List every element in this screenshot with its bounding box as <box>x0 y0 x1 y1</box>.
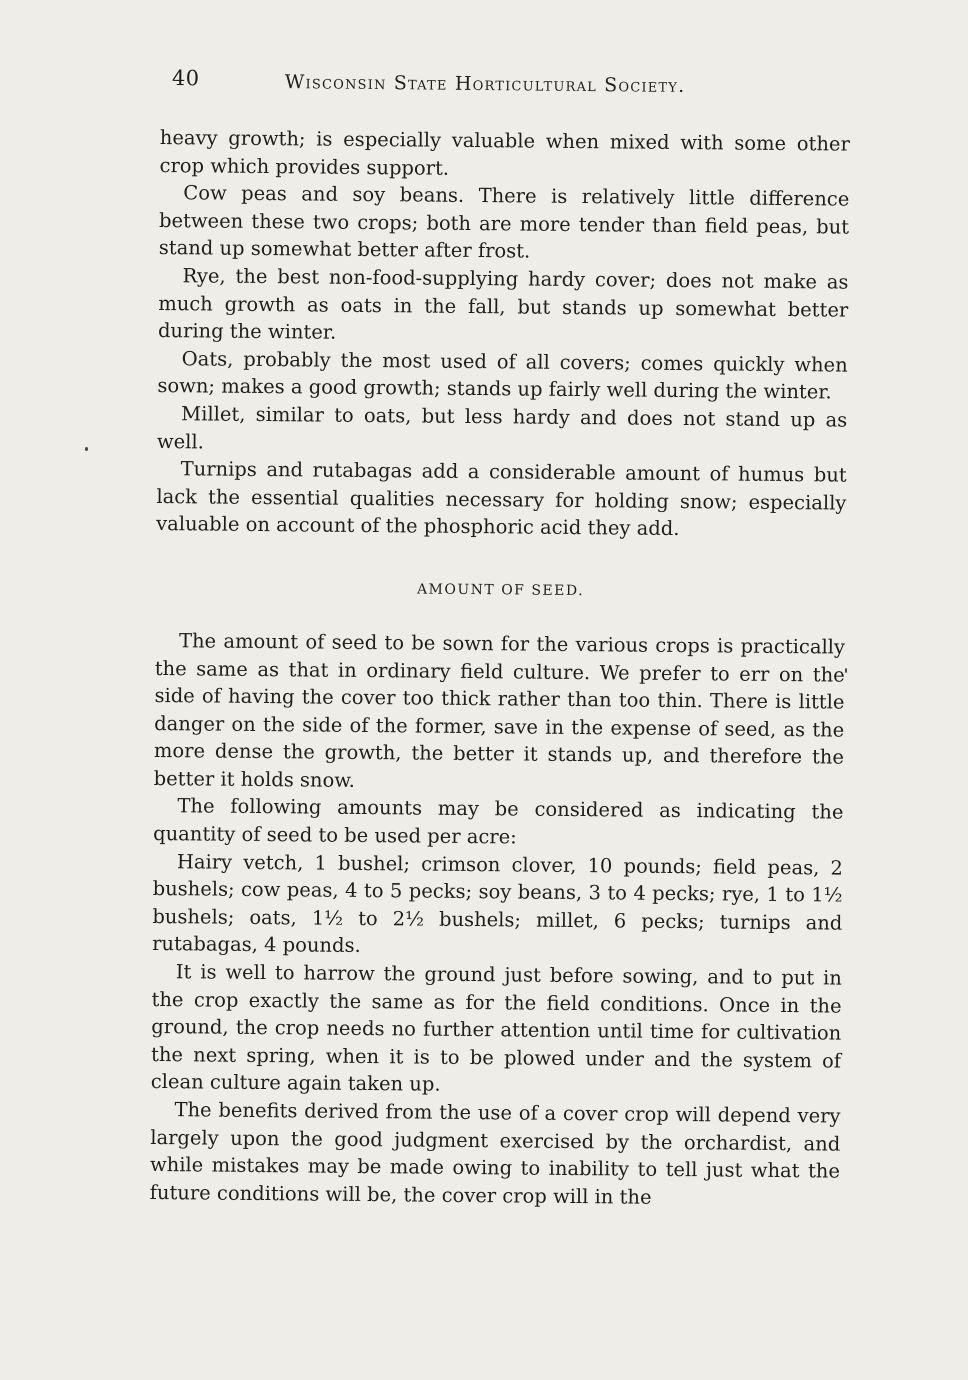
paragraph: Millet, similar to oats, but less hardy and does not stand up as well. <box>156 402 848 453</box>
running-head: Wisconsin State Horticultural Society. <box>284 71 686 97</box>
paragraph: Cow peas and soy beans. There is relatively little difference between these two crops; both are more tender than field peas, but stand up somewhat better after frost. <box>158 181 850 263</box>
paragraph: Turnips and rutabagas add a considerable amount of humus but lack the essential qualities necessary for holding snow; especially valuable on account of the phosphoric acid they add. <box>156 457 847 541</box>
body-text <box>150 124 850 1213</box>
ink-speck <box>845 668 847 673</box>
paragraph: The amount of seed to be sown for the various crops is practically the same as that in ordinary field culture. We prefer to err on the side of having the cover too thick rather than too thin. There is little danger on the side of the former, save in the expense of seed, as the more dense the growth, the better it stands up, and therefore the better it holds snow. <box>153 629 846 792</box>
paragraph: The following amounts may be considered as indicating the quantity of seed to be used per acre: <box>153 794 844 849</box>
paragraph: Oats, probably the most used of all covers; comes quickly when sown; makes a good growth; stands up fairly well during the winter. <box>157 346 848 404</box>
ink-speck <box>85 447 88 451</box>
paragraph: Rye, the best non-food-supplying hardy cover; does not make as much growth as oats in the fall, but stands up somewhat better during the winter. <box>157 264 849 344</box>
page-header <box>172 66 772 108</box>
paragraph: Hairy vetch, 1 bushel; crimson clover, 10 pounds; field peas, 2 bushels; cow peas, 4 to 5 pecks; soy beans, 3 to 4 pecks; rye, 1 to 1½ bushels; oats, 1½ to 2½ bushels; millet, 6 pecks; turnips and rutabagas, 4 pounds. <box>152 849 844 958</box>
page-number: 40 <box>171 66 200 91</box>
paragraph: heavy growth; is especially valuable when mixed with some other crop which provides support. <box>159 125 850 180</box>
paragraph: It is well to harrow the ground just before sowing, and to put in the crop exactly the same as for the field conditions. Once in the ground, the crop needs no further attention until time for cultivation the next spring, when it is to be plowed under and the system of clean culture again taken up. <box>150 960 842 1097</box>
paragraph: The benefits derived from the use of a cover crop will depend very largely upon the good judgment exercised by the orchardist, and while mistakes may be made owing to inability to tell just what the future conditions will be, the cover crop will in the <box>149 1098 841 1209</box>
section-heading: AMOUNT OF SEED. <box>416 581 585 599</box>
